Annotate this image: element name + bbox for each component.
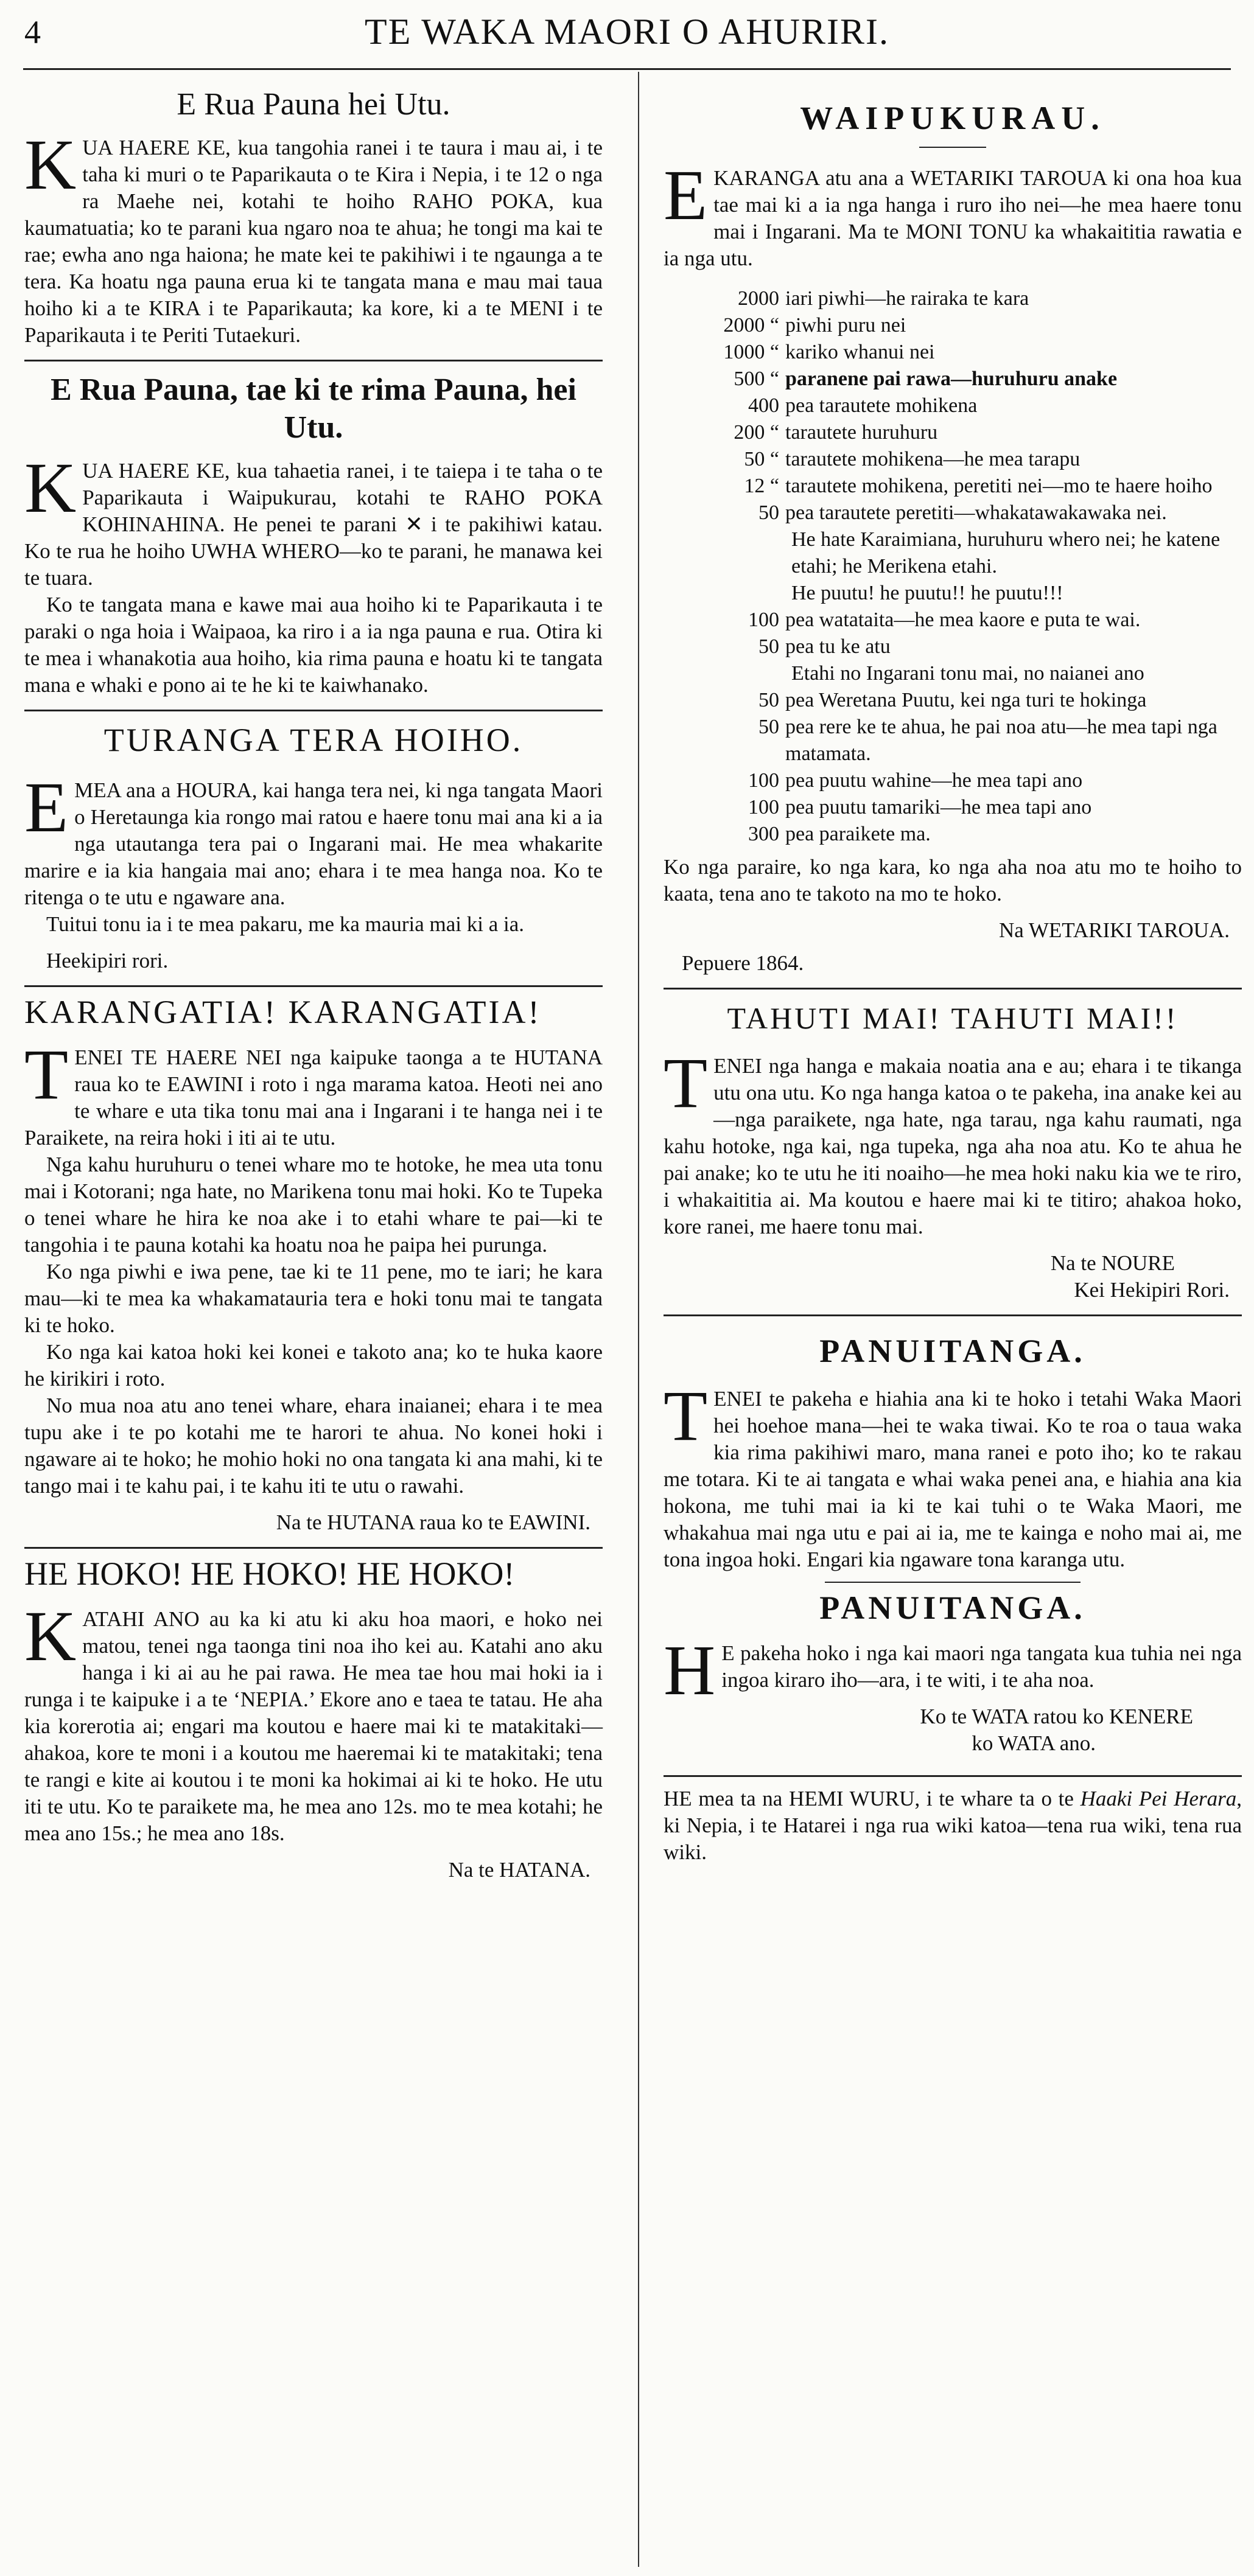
article-paragraph: MEA ana a HOURA, kai hanga tera nei, ki nga tangata Maori o Heretaunga kia rongo mai ratou e haere tonu mai ana ki a ia nga utautanga tera pai o Ingarani mai. He mea whakarite marire e ia kia hangaia mai ano; ehara i te mea hanga noa. Ko te ritenga o te utu e ngaware ana. — [24, 778, 603, 909]
article-signature: Na te HUTANA raua ko te EAWINI. — [276, 1510, 590, 1534]
article-title: E Rua Pauna hei Utu. — [177, 87, 450, 122]
list-item: 2000 iari piwhi—he rairaka te kara — [738, 287, 1029, 310]
drop-cap: T — [664, 1043, 708, 1123]
page-header — [24, 9, 1230, 63]
article-body: UA HAERE KE, kua tangohia ranei i te taura i mau ai, i te taha ki muri o te Paparikauta o te Kira i Nepia, i te 12 o nga ra Maehe nei, kotahi te hoiho RAHO POKA, kua kaumatuatia; ko te parani kua ngaro noa te ahua; he tongi ma kai te rae; ewha ano nga haiona; he mate kei te pakihiwi i te ngaunga a te tera. Ka hoatu nga pauna erua ki te tangata mana e mau mai taua hoiho ki a te KIRA i te Paparikauta; ka kore, ki a te MENI i te Paparikauta i te Periti Tutaekuri. — [24, 136, 603, 347]
article-title: PANUITANGA. — [819, 1590, 1086, 1626]
page-number: 4 — [24, 14, 41, 51]
list-item: 50 pea tu ke atu — [758, 635, 891, 658]
article-paragraph: Tuitui tonu ia i te mea pakaru, me ka mauria mai ki a ia. — [46, 912, 525, 936]
article-intro: KARANGA atu ana a WETARIKI TAROUA ki ona hoa kua tae mai ki a ia nga hanga i ruro iho nei—he mea haere tonu mai i Ingarani. Ma te MONI TONU ka whakaititia rawatia e ia nga utu. — [664, 166, 1242, 270]
article-karangatia — [24, 993, 603, 1536]
list-note: He hate Karaimiana, huruhuru whero nei; he katene etahi; he Merikena etahi. — [791, 528, 1221, 578]
newspaper-name: Haaki Pei Herara — [1080, 1787, 1237, 1810]
article-title: TURANGA TERA HOIHO. — [103, 722, 524, 758]
article-body: E pakeha hoko i nga kai maori nga tangata kua tuhia nei nga ingoa kiraro iho—ara, i te witi, i te aha noa. — [721, 1641, 1242, 1692]
article-body: ENEI te pakeha e hiahia ana ki te hoko i tetahi Waka Maori hei hoehoe mana—hei te waka tiwai. Ko te roa o taua waka kia rima pakihiwi maro, mana ranei e poto iho; ko te rakau me totara. Ki te ai tangata e whai waka penei ana, e hiahia ana kia hokona, me tuhi mai ia ki te kai tuhi o te Waka Maori, me whakahua mai nga utu e pai ai ia, me te kainga e noho mai ai, me tona ingoa hoki. Engari kia ngaware tona karanga utu. — [664, 1387, 1242, 1571]
article-signature: ko WATA ano. — [972, 1731, 1096, 1755]
list-item: 50 pea Weretana Puutu, kei nga turi te hokinga — [758, 689, 1147, 711]
drop-cap: E — [24, 767, 69, 847]
list-item: 200 “ tarautete huruhuru — [734, 421, 938, 444]
drop-cap: K — [24, 1596, 77, 1676]
article-rua-pauna — [24, 86, 603, 349]
list-item: 400 pea tarautete mohikena — [748, 394, 978, 417]
article-signature: Kei Hekipiri Rori. — [1074, 1278, 1230, 1302]
article-separator — [664, 988, 1242, 990]
short-rule — [919, 147, 986, 148]
article-title: KARANGATIA! KARANGATIA! — [24, 994, 542, 1030]
article-rua-rima-pauna — [24, 371, 603, 699]
article-signature: Ko te WATA ratou ko KENERE — [920, 1705, 1193, 1728]
article-separator — [24, 710, 603, 711]
list-note: He puutu! he puutu!! he puutu!!! — [791, 582, 1063, 604]
article-body: ENEI nga hanga e makaia noatia ana e au; ehara i te tikanga utu ona utu. Ko nga hanga katoa o te pakeha, ina anake kei au—nga paraikete, nga hate, nga tarau, nga kahu raumati, nga kahu hotoke, nga kai, nga tupeka, nga aha noa atu. Ko te ahua he pai anake; ko te utu he iti noaiho—he mea hoki naku kia we te riro, i whakaititia ai. Ma koutou e haere mai ki te titiro; ahakoa hoko, kore ranei, me haere tonu mai. — [664, 1054, 1242, 1238]
column-divider — [638, 72, 639, 2567]
article-paragraph: Ko te tangata mana e kawe mai aua hoiho ki te Paparikauta i te paraki o nga hoia i Waipaoa, ka riro i a ia nga pauna e rua. Otira ki te mea i whanakotia aua hoiho, kia rima pauna e hoatu ki te tangata mana e whaki e pono ai te he ki te kaiwhanako. — [24, 593, 603, 697]
article-paragraph: No mua noa atu ano tenei whare, ehara inaianei; ehara i te mea tupu ake i te po kotahi me te harori te ahua. No konei hoki i ngaware ai te hoko; he mohio hoki no ona tangata ki ana mahi, ki te tango mai i te kahu pai, i te kahu iti te utu o rawahi. — [24, 1394, 603, 1498]
drop-cap: T — [24, 1035, 69, 1114]
article-signature: Na te NOURE — [1050, 1251, 1175, 1275]
drop-cap: H — [664, 1630, 716, 1710]
article-panuitanga-1 — [664, 1332, 1242, 1573]
article-signature: Na te HATANA. — [448, 1858, 590, 1882]
article-he-hoko — [24, 1555, 603, 1883]
list-item: 50 pea rere ke te ahua, he pai noa atu—he mea tapi nga matamata. — [758, 716, 1217, 765]
drop-cap: T — [664, 1376, 708, 1456]
article-paragraph: Ko nga kai katoa hoki kei konei e takoto ana; ko te huka kaore he kirikiri i roto. — [24, 1340, 603, 1391]
article-paragraph: ENEI TE HAERE NEI nga kaipuke taonga a te HUTANA raua ko te EAWINI i roto i nga marama katoa. Heoti nei ano te whare e uta tika tonu mai ana i Ingarani i te hanga nei i te Paraikete, na reira hoki i iti ai te utu. — [24, 1045, 603, 1150]
article-paragraph: Ko nga piwhi e iwa pene, tae ki te 11 pene, mo te iari; he kara mau—ki te mea ka whakamatauria tera e hoki tonu mai te tangata ki te hoko. — [24, 1260, 603, 1337]
article-place: Heekipiri rori. — [46, 949, 169, 972]
article-date: Pepuere 1864. — [682, 951, 804, 975]
drop-cap: E — [664, 155, 708, 235]
list-item: 100 pea puutu tamariki—he mea tapi ano — [748, 796, 1092, 819]
article-title: HE HOKO! HE HOKO! HE HOKO! — [24, 1555, 515, 1592]
printer-notice: HE mea ta na HEMI WURU, i te whare ta o te Haaki Pei Herara, ki Nepia, i te Hatarei i nga rua wiki katoa—tena rua wiki, tena rua wiki. — [664, 1775, 1242, 1866]
drop-cap: K — [24, 125, 77, 204]
right-column — [664, 76, 1242, 1866]
goods-list — [664, 285, 1242, 848]
article-separator — [24, 1547, 603, 1549]
article-title: PANUITANGA. — [819, 1333, 1086, 1369]
article-paragraph: ATAHI ANO au ka ki atu ki aku hoa maori, e hoko nei matou, tenei nga taonga tini noa iho kei au. Katahi ano aku hanga i ki ai au he pai rawa. He mea tae hou mai hoki ia i runga i te kaipuke i a te ‘NEPIA.’ Ekore ano e taea te tatau. He aha kia korerotia ai; engari ma koutou e haere mai ki te matakitaki—ahakoa, kore te moni i a koutou me haeremai ki te matakitaki; tena te rangi e kite ai koutou i te moni ka hokimai ai ki te hoko. He utu iti te utu. Ko te paraikete ma, he mea ano 12s. mo te mea kotahi; he mea ano 15s.; he mea ano 18s. — [24, 1607, 603, 1845]
list-item: 2000 “ piwhi puru nei — [723, 314, 906, 337]
list-item: 100 pea puutu wahine—he mea tapi ano — [748, 769, 1083, 792]
article-tahuti-mai — [664, 999, 1242, 1304]
article-title: WAIPUKURAU. — [800, 100, 1105, 136]
article-paragraph: UA HAERE KE, kua tahaetia ranei, i te taiepa i te taha o te Paparikauta i Waipukurau, kotahi te RAHO POKA KOHINAHINA. He penei te parani ✕ i te pakihiwi katau. Ko te rua he hoiho UWHA WHERO—ko te parani, he manawa kei te tuara. — [24, 459, 603, 590]
list-item: 1000 “ kariko whanui nei — [723, 341, 935, 363]
left-column — [24, 76, 603, 1892]
article-turanga-tera — [24, 721, 603, 974]
article-signature: Na WETARIKI TAROUA. — [998, 918, 1230, 942]
article-waipukurau — [664, 99, 1242, 977]
article-closing: Ko nga paraire, ko nga kara, ko nga aha noa atu mo te hoiho to kaata, tena ano te takoto na mo te hoko. — [664, 855, 1242, 906]
drop-cap: K — [24, 448, 77, 528]
list-item: 50 pea tarautete peretiti—whakatawakawaka nei. — [758, 501, 1167, 524]
article-separator — [664, 1314, 1242, 1316]
article-paragraph: Nga kahu huruhuru o tenei whare mo te hotoke, he mea uta tonu mai i Kotorani; nga hate, no Marikena tonu mai hoki. Ko te Tupeka o tenei whare he hira ke noa ake i to etahi whare te pai—ki te tangohia i te pauna kotahi ka hoatu noa he paipa hei purunga. — [24, 1153, 603, 1257]
article-title: E Rua Pauna, tae ki te rima Pauna, hei Utu. — [51, 372, 576, 445]
article-separator — [24, 360, 603, 361]
list-item: 12 “ tarautete mohikena, peretiti nei—mo te haere hoiho — [744, 475, 1213, 497]
list-item: 100 pea watataita—he mea kaore e puta te wai. — [748, 609, 1141, 631]
article-separator — [24, 985, 603, 987]
list-item: 500 “ paranene pai rawa—huruhuru anake — [734, 368, 1118, 390]
short-rule — [825, 1582, 1081, 1583]
masthead-title: TE WAKA MAORI O AHURIRI. — [365, 12, 889, 52]
list-note: Etahi no Ingarani tonu mai, no naianei ano — [791, 662, 1144, 685]
list-item: 300 pea paraikete ma. — [748, 823, 931, 845]
article-title: TAHUTI MAI! TAHUTI MAI!! — [727, 1001, 1179, 1035]
article-panuitanga-2 — [664, 1589, 1242, 1757]
header-rule — [23, 68, 1231, 70]
list-item: 50 “ tarautete mohikena—he mea tarapu — [744, 448, 1081, 470]
